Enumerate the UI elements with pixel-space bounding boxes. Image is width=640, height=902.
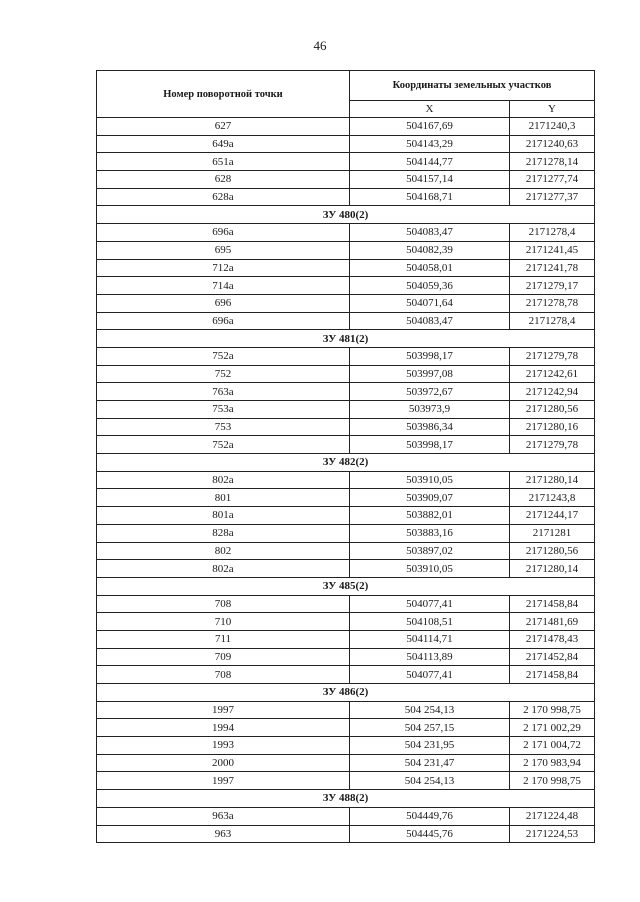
- land-plot-label: ЗУ 482(2): [97, 454, 595, 472]
- page-number: 46: [313, 38, 327, 53]
- table-row: [97, 754, 595, 772]
- x-coordinate-cell: 503997,08: [350, 365, 510, 383]
- table-row: [97, 365, 595, 383]
- x-coordinate-cell: 503998,17: [350, 347, 510, 365]
- x-coordinate-cell: 503973,9: [350, 401, 510, 419]
- table-row: [97, 630, 595, 648]
- table-row: [97, 118, 595, 136]
- table-row: [97, 312, 595, 330]
- group-header-row: [97, 577, 595, 595]
- table-row: [97, 489, 595, 507]
- y-coordinate-cell: 2171478,43: [510, 630, 595, 648]
- x-coordinate-cell: 503897,02: [350, 542, 510, 560]
- y-coordinate-cell: 2171280,56: [510, 542, 595, 560]
- table-row: [97, 648, 595, 666]
- group-header-row: [97, 206, 595, 224]
- table-row: [97, 613, 595, 631]
- table-row: [97, 524, 595, 542]
- table-row: [97, 471, 595, 489]
- point-number-cell: 752а: [97, 436, 350, 454]
- x-coordinate-cell: 503910,05: [350, 560, 510, 578]
- table-row: [97, 171, 595, 189]
- point-number-cell: 1997: [97, 701, 350, 719]
- point-number-cell: 696: [97, 294, 350, 312]
- point-number-header: Номер поворотной точки: [97, 71, 350, 118]
- x-coordinate-cell: 504167,69: [350, 118, 510, 136]
- y-coordinate-cell: 2 171 002,29: [510, 719, 595, 737]
- x-coordinate-cell: 504077,41: [350, 666, 510, 684]
- y-coordinate-cell: 2171280,16: [510, 418, 595, 436]
- x-coordinate-cell: 504077,41: [350, 595, 510, 613]
- table-row: [97, 436, 595, 454]
- y-header: Y: [510, 101, 595, 118]
- x-coordinate-cell: 504082,39: [350, 241, 510, 259]
- x-coordinate-cell: 504083,47: [350, 224, 510, 242]
- x-coordinate-cell: 504 231,95: [350, 737, 510, 755]
- x-coordinate-cell: 504108,51: [350, 613, 510, 631]
- x-coordinate-cell: 503972,67: [350, 383, 510, 401]
- x-coordinate-cell: 503883,16: [350, 524, 510, 542]
- point-number-cell: 696а: [97, 312, 350, 330]
- x-coordinate-cell: 504 231,47: [350, 754, 510, 772]
- point-number-cell: 2000: [97, 754, 350, 772]
- y-coordinate-cell: 2171481,69: [510, 613, 595, 631]
- table-row: [97, 542, 595, 560]
- table-row: [97, 277, 595, 295]
- y-coordinate-cell: 2171278,78: [510, 294, 595, 312]
- y-coordinate-cell: 2 170 998,75: [510, 701, 595, 719]
- x-coordinate-cell: 504083,47: [350, 312, 510, 330]
- point-number-cell: 828а: [97, 524, 350, 542]
- y-coordinate-cell: 2171242,61: [510, 365, 595, 383]
- point-number-cell: 802: [97, 542, 350, 560]
- point-number-cell: 1993: [97, 737, 350, 755]
- point-number-cell: 801а: [97, 507, 350, 525]
- table-row: [97, 719, 595, 737]
- table-row: [97, 507, 595, 525]
- y-coordinate-cell: 2171280,56: [510, 401, 595, 419]
- x-coordinate-cell: 504059,36: [350, 277, 510, 295]
- table-row: [97, 807, 595, 825]
- group-header-row: [97, 454, 595, 472]
- x-coordinate-cell: 503882,01: [350, 507, 510, 525]
- table-row: [97, 347, 595, 365]
- y-coordinate-cell: 2171452,84: [510, 648, 595, 666]
- x-coordinate-cell: 504 254,13: [350, 701, 510, 719]
- land-plot-label: ЗУ 485(2): [97, 577, 595, 595]
- table-body: [97, 118, 595, 843]
- y-coordinate-cell: 2171277,37: [510, 188, 595, 206]
- table-row: [97, 153, 595, 171]
- table-row: [97, 401, 595, 419]
- table-row: [97, 259, 595, 277]
- group-header-row: [97, 790, 595, 808]
- y-coordinate-cell: 2171241,45: [510, 241, 595, 259]
- y-coordinate-cell: 2171240,63: [510, 135, 595, 153]
- land-plot-label: ЗУ 486(2): [97, 684, 595, 702]
- point-number-cell: 714а: [97, 277, 350, 295]
- point-number-cell: 709: [97, 648, 350, 666]
- point-number-cell: 649а: [97, 135, 350, 153]
- x-coordinate-cell: 504449,76: [350, 807, 510, 825]
- land-plot-label: ЗУ 488(2): [97, 790, 595, 808]
- x-coordinate-cell: 504113,89: [350, 648, 510, 666]
- point-number-cell: 627: [97, 118, 350, 136]
- x-coordinate-cell: 504157,14: [350, 171, 510, 189]
- table-row: [97, 737, 595, 755]
- point-number-cell: 712а: [97, 259, 350, 277]
- group-header-row: [97, 684, 595, 702]
- x-coordinate-cell: 503909,07: [350, 489, 510, 507]
- table-row: [97, 241, 595, 259]
- point-number-cell: 1997: [97, 772, 350, 790]
- y-coordinate-cell: 2171277,74: [510, 171, 595, 189]
- y-coordinate-cell: 2171280,14: [510, 560, 595, 578]
- group-header-row: [97, 330, 595, 348]
- y-coordinate-cell: 2 171 004,72: [510, 737, 595, 755]
- x-coordinate-cell: 504143,29: [350, 135, 510, 153]
- y-coordinate-cell: 2171224,53: [510, 825, 595, 843]
- y-coordinate-cell: 2171278,4: [510, 312, 595, 330]
- x-coordinate-cell: 503998,17: [350, 436, 510, 454]
- y-coordinate-cell: 2171244,17: [510, 507, 595, 525]
- table-row: [97, 560, 595, 578]
- point-number-cell: 752а: [97, 347, 350, 365]
- x-coordinate-cell: 504058,01: [350, 259, 510, 277]
- y-coordinate-cell: 2171279,78: [510, 436, 595, 454]
- y-coordinate-cell: 2171278,14: [510, 153, 595, 171]
- point-number-cell: 753а: [97, 401, 350, 419]
- table-row: [97, 595, 595, 613]
- point-number-cell: 710: [97, 613, 350, 631]
- point-number-cell: 708: [97, 595, 350, 613]
- y-coordinate-cell: 2171240,3: [510, 118, 595, 136]
- point-number-cell: 752: [97, 365, 350, 383]
- point-number-cell: 708: [97, 666, 350, 684]
- y-coordinate-cell: 2171279,17: [510, 277, 595, 295]
- point-number-cell: 801: [97, 489, 350, 507]
- point-number-cell: 1994: [97, 719, 350, 737]
- table-row: [97, 701, 595, 719]
- point-number-cell: 763а: [97, 383, 350, 401]
- table-row: [97, 188, 595, 206]
- table-row: [97, 772, 595, 790]
- y-coordinate-cell: 2171458,84: [510, 666, 595, 684]
- point-number-cell: 696а: [97, 224, 350, 242]
- point-number-cell: 963а: [97, 807, 350, 825]
- coordinates-table: [96, 70, 595, 843]
- y-coordinate-cell: 2171458,84: [510, 595, 595, 613]
- x-coordinate-cell: 504144,77: [350, 153, 510, 171]
- y-coordinate-cell: 2 170 983,94: [510, 754, 595, 772]
- x-coordinate-cell: 503910,05: [350, 471, 510, 489]
- y-coordinate-cell: 2171281: [510, 524, 595, 542]
- y-coordinate-cell: 2171241,78: [510, 259, 595, 277]
- table-row: [97, 135, 595, 153]
- point-number-cell: 628а: [97, 188, 350, 206]
- y-coordinate-cell: 2171278,4: [510, 224, 595, 242]
- table-row: [97, 224, 595, 242]
- x-coordinate-cell: 504 254,13: [350, 772, 510, 790]
- table-row: [97, 383, 595, 401]
- table-row: [97, 294, 595, 312]
- y-coordinate-cell: 2 170 998,75: [510, 772, 595, 790]
- table-row: [97, 418, 595, 436]
- x-coordinate-cell: 504168,71: [350, 188, 510, 206]
- table-row: [97, 825, 595, 843]
- point-number-cell: 753: [97, 418, 350, 436]
- land-plot-label: ЗУ 481(2): [97, 330, 595, 348]
- point-number-cell: 963: [97, 825, 350, 843]
- x-header: X: [350, 101, 510, 118]
- land-plot-label: ЗУ 480(2): [97, 206, 595, 224]
- x-coordinate-cell: 503986,34: [350, 418, 510, 436]
- point-number-cell: 628: [97, 171, 350, 189]
- point-number-cell: 711: [97, 630, 350, 648]
- x-coordinate-cell: 504 257,15: [350, 719, 510, 737]
- x-coordinate-cell: 504114,71: [350, 630, 510, 648]
- y-coordinate-cell: 2171242,94: [510, 383, 595, 401]
- point-number-cell: 651а: [97, 153, 350, 171]
- coordinates-header: Координаты земельных участков: [350, 71, 595, 101]
- point-number-cell: 802а: [97, 471, 350, 489]
- y-coordinate-cell: 2171279,78: [510, 347, 595, 365]
- x-coordinate-cell: 504071,64: [350, 294, 510, 312]
- y-coordinate-cell: 2171243,8: [510, 489, 595, 507]
- x-coordinate-cell: 504445,76: [350, 825, 510, 843]
- table-row: [97, 666, 595, 684]
- point-number-cell: 695: [97, 241, 350, 259]
- y-coordinate-cell: 2171280,14: [510, 471, 595, 489]
- y-coordinate-cell: 2171224,48: [510, 807, 595, 825]
- point-number-cell: 802а: [97, 560, 350, 578]
